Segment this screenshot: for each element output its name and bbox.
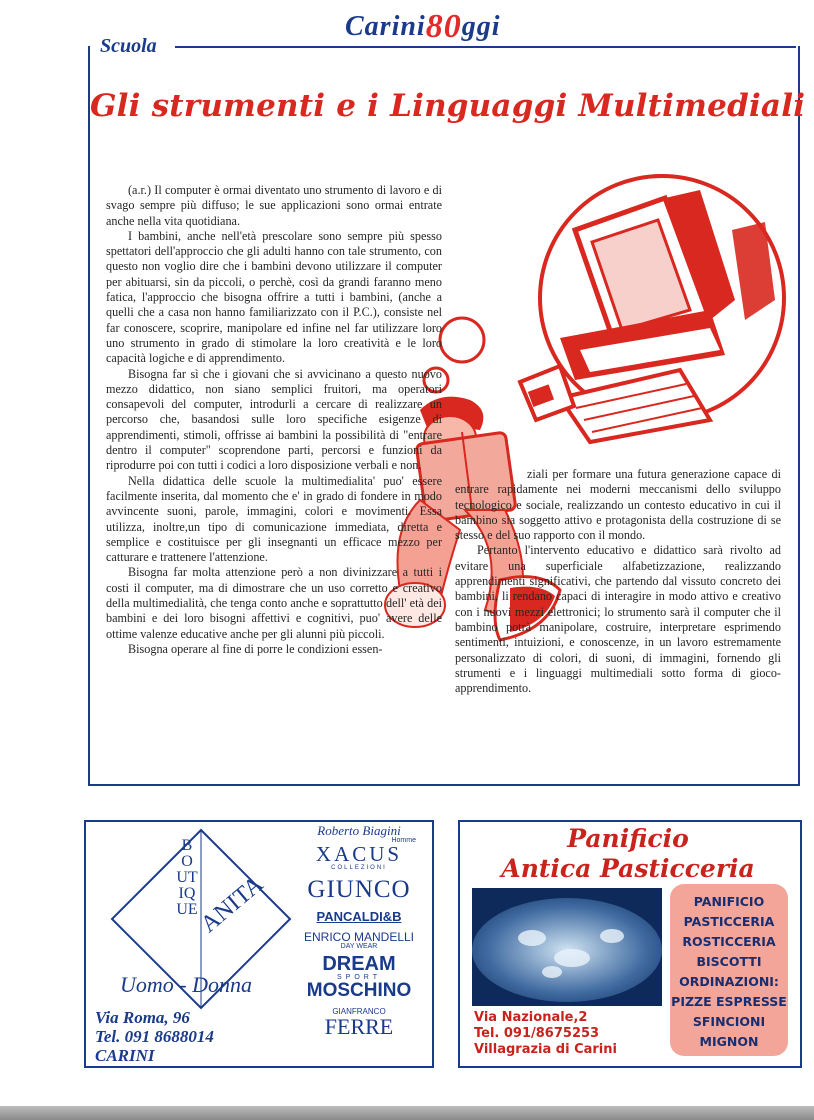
service-item: MIGNON <box>699 1034 759 1049</box>
boutique-address-block <box>95 1008 214 1065</box>
article-column-1 <box>106 183 442 657</box>
brand-pancaldi: PANCALDI&B <box>316 909 402 924</box>
section-label: Scuola <box>100 35 157 57</box>
panificio-title-line1: Panificio <box>567 824 689 853</box>
panificio-address-block <box>474 1010 617 1058</box>
panificio-title-line2: Antica Pasticceria <box>501 854 755 883</box>
paragraph: I bambini, anche nell'età prescolare sono sempre più spesso spettatori dell'approccio che gli adulti hanno con tale strumento, con questo non voglio dire che i bambini devono utilizzare il computer per abituarsi, sin da piccoli, o perchè, così da grandi faranno meno fatica, l'approccio che bisogna offrire a tutti i bambini, (anche a quelli che a casa non hanno familiarizzato con il P.C.), consiste nel far conoscere, scoprire, manipolare ed infine nel far utilizzare loro uno strumento in grado di stimolare la loro creatività e le loro capacità logiche e di apprendimento. <box>106 228 442 366</box>
panificio-address: Via Nazionale,2 <box>474 1010 588 1025</box>
service-item: PANIFICIO <box>693 894 765 909</box>
brand-mandelli: ENRICO MANDELLI <box>303 930 415 944</box>
paragraph: Bisogna far molta attenzione però a non divinizzare a tutti i costi il computer, ma di dimostrare che un uso corretto e creativo della multimedialità, che tenga conto anche e soprattutto dell' età dei bambini e dei loro bisogni affettivi e cognitivi, puo' avere delle ottime valenze educative anche per gli alunni più piccoli. <box>106 565 442 641</box>
service-item: ORDINAZIONI: <box>679 974 779 989</box>
thought-dot-large <box>440 318 484 362</box>
service-item: SFINCIONI <box>692 1014 766 1029</box>
masthead-left: Carini <box>345 11 426 42</box>
bread-photo <box>472 888 662 1006</box>
boutique-label: BOUTIQUE <box>176 837 198 918</box>
brand-xacus: XACUS <box>315 842 403 866</box>
panificio-city: Villagrazia di Carini <box>474 1042 617 1057</box>
paragraph: Bisogna operare al fine di porre le condizioni essen- <box>128 641 383 656</box>
article-column-2 <box>455 467 781 696</box>
brand-dream: DREAM <box>322 953 396 975</box>
panificio-phone: Tel. 091/8675253 <box>474 1026 600 1041</box>
boutique-name: ANITA <box>196 871 269 938</box>
brand-daywear: DAY WEAR <box>340 943 378 950</box>
panificio-title <box>460 824 796 884</box>
service-item: ROSTICCERIA <box>682 934 776 949</box>
article-title: Gli strumenti e i Linguaggi Multimediali <box>90 88 806 124</box>
paragraph: ziali per formare una futura generazione capace di entrare rapidamente nei moderni meccanismi dello sviluppo tecnologico e sociale, realizzando un contesto educativo in cui il bambino sia soggetto attivo e protagonista della costruzione di se stesso e del suo rapporto con il mondo. <box>455 467 781 543</box>
brand-list <box>292 822 426 1038</box>
brand-homme: Homme <box>391 837 416 844</box>
boutique-address: Via Roma, 96 <box>95 1008 190 1027</box>
brand-giunco: GIUNCO <box>307 876 411 903</box>
service-item: BISCOTTI <box>696 954 762 969</box>
brand-moschino: MOSCHINO <box>306 980 412 1001</box>
brand-ferre: FERRE <box>324 1014 394 1039</box>
masthead-right: ggi <box>461 11 501 42</box>
boutique-phone: Tel. 091 8688014 <box>95 1027 214 1046</box>
paragraph: Pertanto l'intervento educativo e didattico sarà rivolto ad evitare una superficiale alfabetizzazione, realizzando apprendimenti significativi, che partendo dal vissuto concreto dei bambini, li rendano capaci di interagire in modo attivo e creativo con i nuovi mezzi elettronici; lo strumento sarà il computer che il bambino potrà manipolare, costruire, interpretare esprimendo sentimenti, intuizioni, e conoscenze, in un lavoro estremamente personalizzato di colori, di suoni, di immagini, fornendo gli strumenti e i linguaggi multimediali sotto forma di gioco-apprendimento. <box>455 543 781 696</box>
scan-edge <box>0 1106 814 1120</box>
masthead <box>345 6 501 45</box>
service-item: PIZZE ESPRESSE <box>671 994 787 1009</box>
paragraph: (a.r.) Il computer è ormai diventato uno strumento di lavoro e di svago sempre più diffuso; le sue applicazioni sono ormai entrate anche nella vita quotidiana. <box>106 183 442 228</box>
panificio-services <box>670 884 788 1056</box>
brand-sport: SPORT <box>337 974 381 981</box>
service-item: PASTICCERIA <box>683 914 775 929</box>
brand-biagini: Roberto Biagini <box>317 823 401 838</box>
paragraph: Bisogna far sì che i giovani che si avvicinano a questo nuovo mezzo didattico, non siano semplici fruitori, ma operatori consapevoli del computer, introdurli a cercare di realizzare un percorso che, basandosi sulle loro specifiche esigenze di apprendimenti, stimoli, offrisse ai bambini la possibilità di "entrare dentro il computer" scoprendone parti, percorsi e funzioni da riprodurre poi con tutti i codici a loro disposizione verbali e non. <box>106 366 442 473</box>
brand-gianfranco: GIANFRANCO <box>332 1007 386 1016</box>
masthead-number: 80 <box>425 8 462 45</box>
paragraph: Nella didattica delle scuole la multimedialita' puo' essere facilmente inserita, dal momento che e' in grado di fondere in modo avvincente suoni, parole, immagini, colori e movimenti. Essa utilizza, inoltre,un tipo di comunicazione immediata, diretta e semplice e costituisce per gli insegnanti un efficace mezzo per catturare e trattenere l'attenzione. <box>106 473 442 565</box>
brand-collezioni: COLLEZIONI <box>331 865 387 871</box>
boutique-city: CARINI <box>95 1046 155 1065</box>
boutique-tagline: Uomo - Donna <box>120 972 252 997</box>
